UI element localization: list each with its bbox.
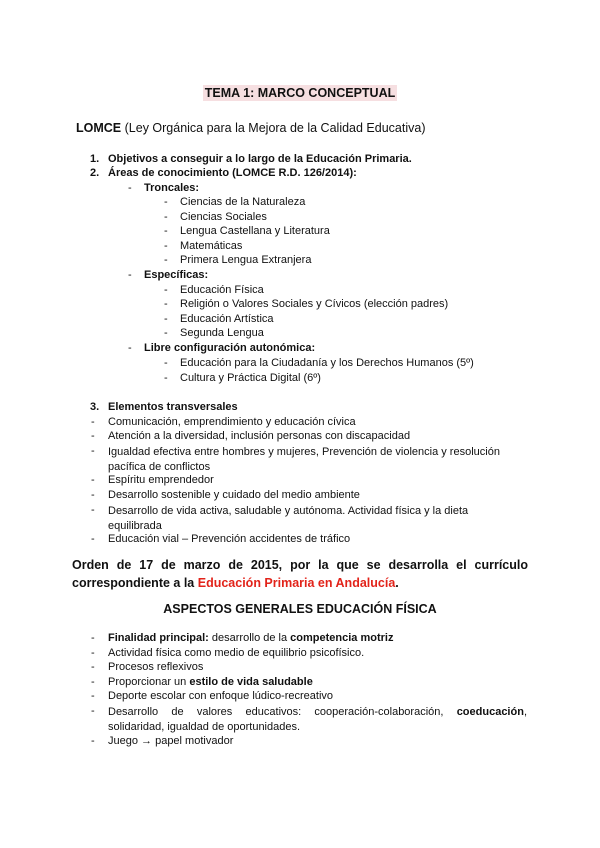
- numbered-item-objetivos: Objetivos a conseguir a lo largo de la Educación Primaria.: [108, 153, 412, 165]
- list-item-valores: [108, 705, 527, 734]
- numbered-item-areas: Áreas de conocimiento (LOMCE R.D. 126/2014):: [108, 167, 357, 179]
- list-item: Desarrollo sostenible y cuidado del medio ambiente: [108, 489, 360, 501]
- list-item: Ciencias de la Naturaleza: [180, 196, 306, 208]
- list-item: Actividad física como medio de equilibrio psicofísico.: [108, 647, 365, 659]
- dash-bullet: -: [91, 504, 95, 516]
- dash-bullet: -: [164, 327, 168, 339]
- dash-bullet: -: [91, 676, 95, 688]
- dash-bullet: -: [164, 254, 168, 266]
- lomce-full-name: (Ley Orgánica para la Mejora de la Calidad Educativa): [124, 121, 426, 135]
- dash-bullet: -: [91, 430, 95, 442]
- dash-bullet: -: [91, 647, 95, 659]
- section-title-aspectos: ASPECTOS GENERALES EDUCACIÓN FÍSICA: [163, 602, 437, 616]
- dash-bullet: -: [164, 298, 168, 310]
- dash-bullet: -: [164, 284, 168, 296]
- list-item: Educación Física: [180, 284, 264, 296]
- list-item: Lengua Castellana y Literatura: [180, 225, 330, 237]
- list-item-finalidad: [108, 632, 393, 644]
- list-item: Atención a la diversidad, inclusión personas con discapacidad: [108, 430, 411, 442]
- page-title: [0, 86, 600, 100]
- lomce-acronym: LOMCE: [76, 121, 122, 135]
- valores-pre: Desarrollo de valores educativos: cooperación-colaboración,: [108, 706, 457, 718]
- list-item: Segunda Lengua: [180, 327, 264, 339]
- list-item: Matemáticas: [180, 240, 243, 252]
- list-item: Juego → papel motivador: [108, 735, 234, 747]
- dash-bullet: -: [164, 357, 168, 369]
- numbered-item-transversales: Elementos transversales: [108, 401, 238, 413]
- dash-bullet: -: [128, 182, 132, 194]
- list-item: Procesos reflexivos: [108, 661, 204, 673]
- list-item: Educación para la Ciudadanía y los Derechos Humanos (5º): [180, 357, 474, 369]
- estilo-pre: Proporcionar un: [108, 676, 190, 688]
- list-item: Cultura y Práctica Digital (6º): [180, 372, 321, 384]
- dash-bullet: -: [91, 632, 95, 644]
- dash-bullet: -: [91, 661, 95, 673]
- dash-bullet: -: [164, 372, 168, 384]
- dash-bullet: -: [164, 211, 168, 223]
- dash-bullet: -: [91, 690, 95, 702]
- list-item: Religión o Valores Sociales y Cívicos (elección padres): [180, 298, 449, 310]
- list-item: Ciencias Sociales: [180, 211, 267, 223]
- dash-bullet: -: [91, 533, 95, 545]
- list-item: Igualdad efectiva entre hombres y mujeres, Prevención de violencia y resolución pacífica de conflictos: [108, 446, 500, 473]
- list-item: Deporte escolar con enfoque lúdico-recreativo: [108, 690, 334, 702]
- valores-bold: coeducación: [456, 706, 524, 718]
- finalidad-text: desarrollo de la: [208, 632, 291, 644]
- lomce-heading: [76, 121, 425, 135]
- list-item: Educación Artística: [180, 313, 274, 325]
- orden-paragraph: [72, 556, 528, 592]
- dash-bullet: -: [164, 313, 168, 325]
- list-number-1: 1.: [90, 153, 100, 165]
- list-item: Educación vial – Prevención accidentes de tráfico: [108, 533, 351, 545]
- category-libre-configuracion: Libre configuración autonómica:: [144, 342, 316, 354]
- list-item: Desarrollo de vida activa, saludable y autónoma. Actividad física y la dieta equilibrada: [108, 505, 469, 532]
- dash-bullet: -: [164, 196, 168, 208]
- orden-end: .: [395, 576, 399, 590]
- dash-bullet: -: [91, 489, 95, 501]
- page-title-text: TEMA 1: MARCO CONCEPTUAL: [204, 86, 396, 100]
- list-item-estilo: [108, 676, 313, 688]
- dash-bullet: -: [91, 474, 95, 486]
- list-item: Comunicación, emprendimiento y educación cívica: [108, 416, 356, 428]
- dash-bullet: -: [128, 342, 132, 354]
- valores-post: , solidaridad, igualdad de oportunidades.: [108, 706, 527, 733]
- dash-bullet: -: [91, 705, 95, 717]
- dash-bullet: -: [128, 269, 132, 281]
- finalidad-label: Finalidad principal:: [108, 632, 209, 644]
- list-number-3: 3.: [90, 401, 100, 413]
- list-item: Espíritu emprendedor: [108, 474, 214, 486]
- category-troncales: Troncales:: [144, 182, 200, 194]
- list-number-2: 2.: [90, 167, 100, 179]
- dash-bullet: -: [91, 735, 95, 747]
- list-item: Primera Lengua Extranjera: [180, 254, 312, 266]
- orden-text: Orden de 17 de marzo de 2015, por la que se desarrolla el currículo correspondiente a la: [72, 558, 528, 590]
- estilo-bold: estilo de vida saludable: [189, 676, 313, 688]
- dash-bullet: -: [91, 445, 95, 457]
- dash-bullet: -: [164, 225, 168, 237]
- orden-highlight: Educación Primaria en Andalucía: [197, 576, 396, 590]
- category-especificas: Específicas:: [144, 269, 209, 281]
- finalidad-bold: competencia motriz: [290, 632, 394, 644]
- dash-bullet: -: [164, 240, 168, 252]
- dash-bullet: -: [91, 416, 95, 428]
